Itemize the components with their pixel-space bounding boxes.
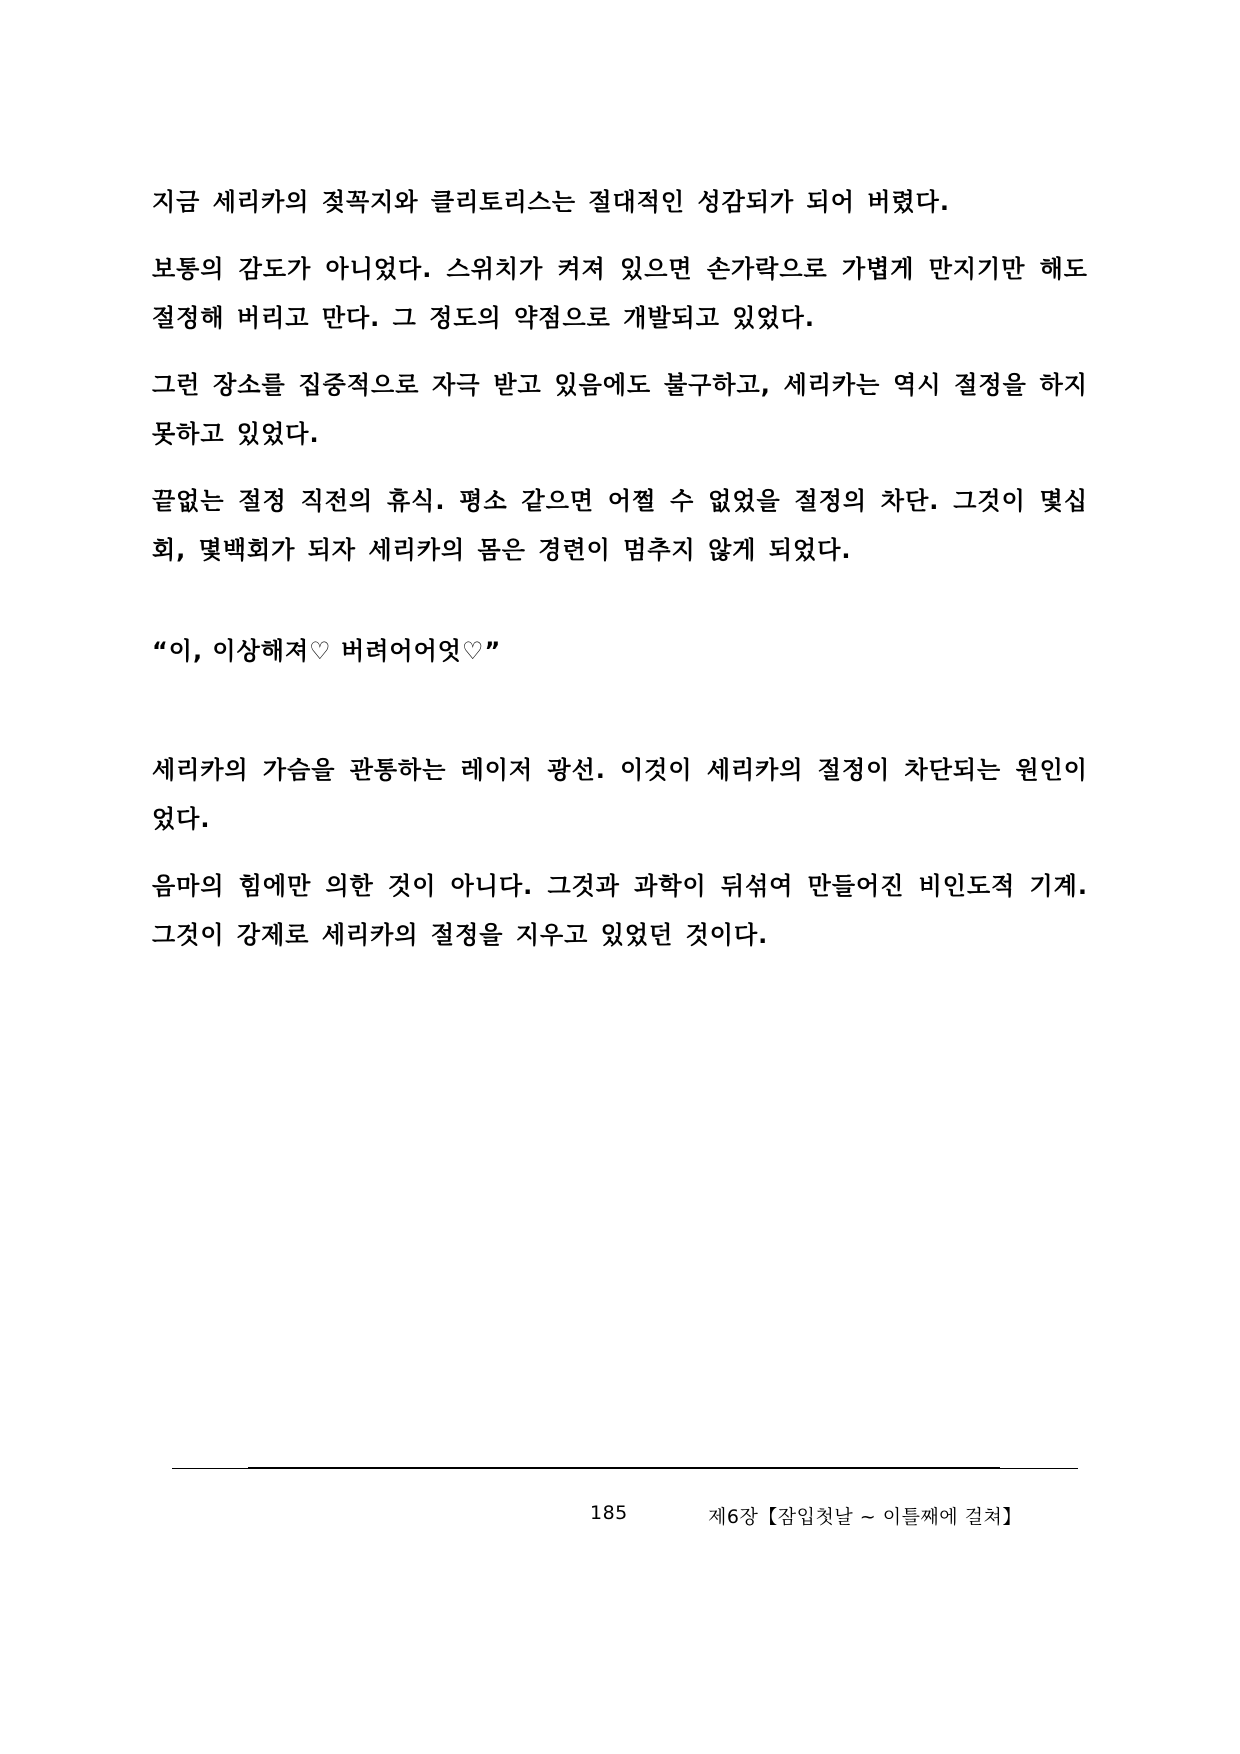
paragraph-2: 보통의 감도가 아니었다. 스위치가 켜져 있으면 손가락으로 가볍게 만지기만 해도 절정해 버리고 만다. 그 정도의 약점으로 개발되고 있었다. <box>152 255 1088 332</box>
page-footer <box>0 1502 1240 1532</box>
body-text <box>152 178 1088 978</box>
paragraph-3: 그런 장소를 집중적으로 자극 받고 있음에도 불구하고, 세리카는 역시 절정을 하지 못하고 있었다. <box>152 371 1088 448</box>
paragraph-4: 끝없는 절정 직전의 휴식. 평소 같으면 어쩔 수 없었을 절정의 차단. 그것이 몇십회, 몇백회가 되자 세리카의 몸은 경련이 멈추지 않게 되었다. <box>152 487 1088 564</box>
footer-divider-accent <box>248 1467 1000 1469</box>
dialogue-line: “이, 이상해져♡ 버려어어엇♡” <box>152 637 502 665</box>
paragraph-1: 지금 세리카의 젖꼭지와 클리토리스는 절대적인 성감되가 되어 버렸다. <box>152 188 950 216</box>
paragraph-6: 음마의 힘에만 의한 것이 아니다. 그것과 과학이 뒤섞여 만들어진 비인도적 기계. 그것이 강제로 세리카의 절정을 지우고 있었던 것이다. <box>152 872 1088 949</box>
chapter-title: 제6장【잠입첫날 ~ 이틀째에 걸쳐】 <box>708 1506 1022 1528</box>
paragraph-5: 세리카의 가슴을 관통하는 레이저 광선. 이것이 세리카의 절정이 차단되는 원인이었다. <box>152 756 1088 833</box>
page-number: 185 <box>590 1502 628 1524</box>
